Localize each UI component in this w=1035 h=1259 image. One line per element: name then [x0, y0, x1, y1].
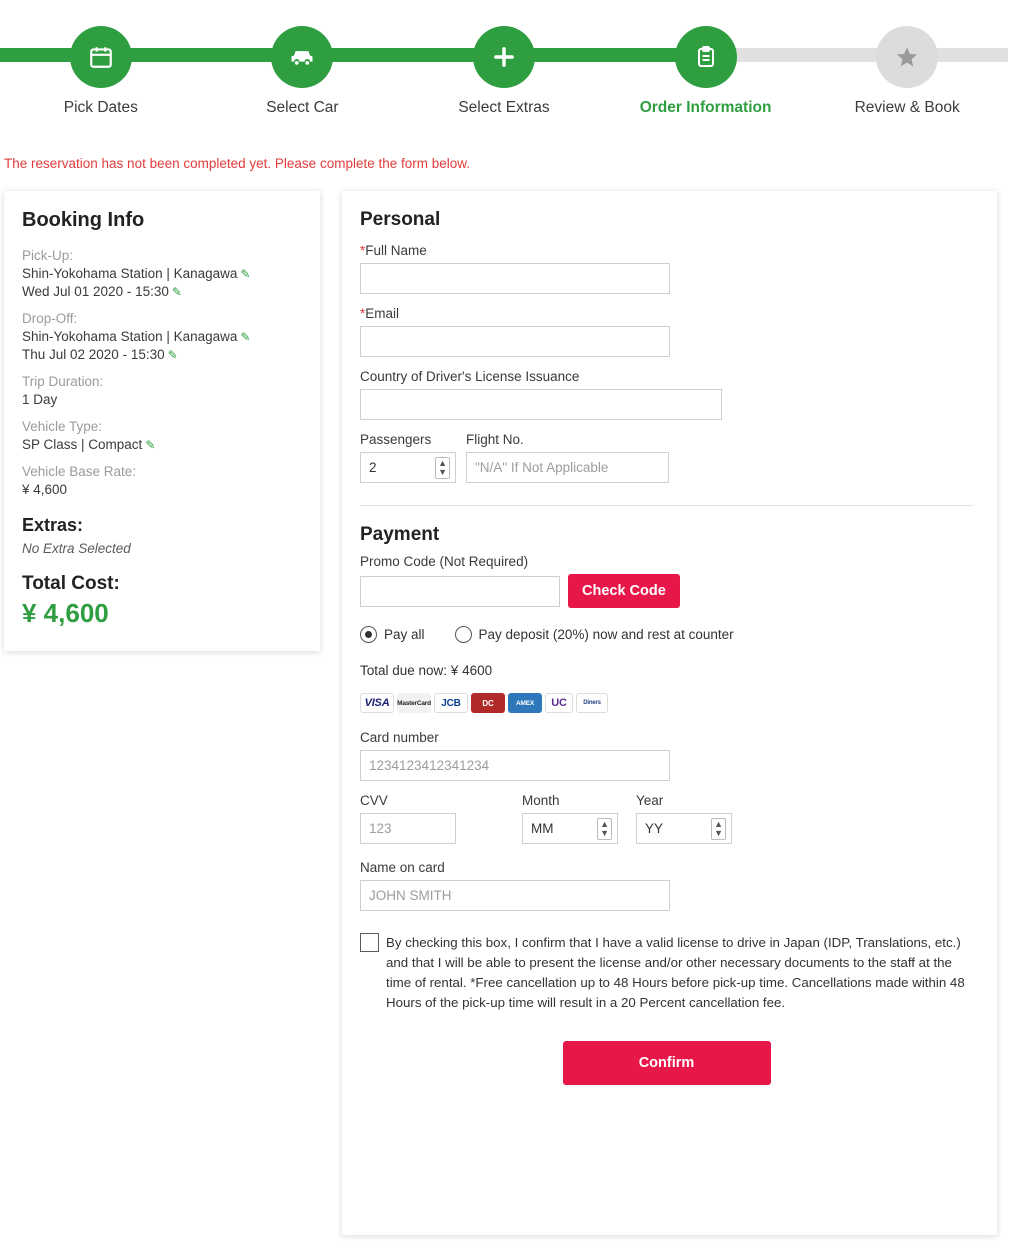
edit-icon[interactable]: ✎: [240, 267, 251, 281]
step-label: Order Information: [639, 99, 772, 116]
trip-duration-value: 1 Day: [22, 392, 58, 407]
dropoff-datetime: [22, 347, 302, 362]
step-select-car[interactable]: [202, 26, 404, 117]
email-input[interactable]: [360, 326, 670, 357]
base-rate-value: ¥ 4,600: [22, 482, 68, 497]
month-label: Month: [522, 793, 560, 808]
passengers-label: Passengers: [360, 432, 432, 447]
license-consent-checkbox[interactable]: [360, 933, 379, 952]
edit-icon[interactable]: ✎: [171, 285, 182, 299]
chevron-down-icon[interactable]: ▼: [438, 467, 447, 477]
confirm-button[interactable]: Confirm: [563, 1041, 771, 1085]
payment-option-group: [360, 626, 973, 643]
total-due-now: Total due now: ¥ 4600: [360, 663, 493, 678]
required-marker: *: [360, 306, 366, 321]
cvv-label: CVV: [360, 793, 388, 808]
car-icon: [271, 26, 333, 88]
license-country-input[interactable]: [360, 389, 722, 420]
pay-all-radio[interactable]: [360, 626, 377, 643]
passengers-stepper[interactable]: [435, 457, 450, 479]
section-divider: [360, 505, 973, 506]
name-on-card-input[interactable]: [360, 880, 670, 911]
pickup-location: [22, 266, 302, 281]
personal-section-title: Personal: [360, 209, 441, 230]
visa-icon: VISA: [360, 693, 394, 713]
step-label: Select Extras: [458, 99, 550, 116]
step-review-and-book[interactable]: [806, 26, 1008, 117]
vehicle-type-label: Vehicle Type:: [22, 419, 103, 434]
mastercard-icon: MasterCard: [397, 693, 431, 713]
step-label: Select Car: [266, 99, 339, 116]
order-form-panel: [342, 191, 997, 1235]
progress-stepper: [0, 0, 1035, 150]
payment-section-title: Payment: [360, 524, 440, 545]
clipboard-icon: [675, 26, 737, 88]
chevron-up-icon[interactable]: ▲: [438, 458, 447, 468]
year-label: Year: [636, 793, 664, 808]
amex-icon: AMEX: [508, 693, 542, 713]
required-marker: *: [360, 243, 366, 258]
dropoff-datetime-text: Thu Jul 02 2020 - 15:30: [22, 347, 165, 362]
chevron-up-icon[interactable]: ▲: [714, 819, 723, 829]
uc-card-icon: UC: [545, 693, 573, 713]
year-select-arrows[interactable]: [711, 818, 726, 840]
pickup-label: Pick-Up:: [22, 248, 74, 263]
jcb-icon: JCB: [434, 693, 468, 713]
chevron-down-icon[interactable]: ▼: [600, 828, 609, 838]
license-consent-text: By checking this box, I confirm that I have a valid license to drive in Japan (IDP, Translations, etc.) and that I will be able to present the license and/or other necessary documents to the staff at the time of rental. *Free cancellation up to 48 Hours before pick-up time. Cancellations made within 48 Hours of the pick-up time will result in a 20 Percent cancellation fee.: [386, 935, 965, 1010]
edit-icon[interactable]: ✎: [167, 348, 178, 362]
full-name-label: [360, 243, 973, 258]
step-label: Review & Book: [854, 99, 960, 116]
full-name-label-text: Full Name: [365, 243, 427, 258]
chevron-up-icon[interactable]: ▲: [600, 819, 609, 829]
name-on-card-label: Name on card: [360, 860, 445, 875]
dc-card-icon: DC: [471, 693, 505, 713]
card-number-label: Card number: [360, 730, 439, 745]
dropoff-location-text: Shin-Yokohama Station | Kanagawa: [22, 329, 238, 344]
booking-info-card: [4, 191, 320, 651]
dropoff-location: [22, 329, 302, 344]
pickup-datetime-text: Wed Jul 01 2020 - 15:30: [22, 284, 169, 299]
total-cost-label: Total Cost:: [22, 573, 120, 594]
chevron-down-icon[interactable]: ▼: [714, 828, 723, 838]
vehicle-type-value: [22, 437, 302, 452]
email-label-text: Email: [365, 306, 400, 321]
vehicle-type-text: SP Class | Compact: [22, 437, 143, 452]
accepted-cards: [360, 693, 973, 713]
diners-club-icon: Diners: [576, 693, 608, 713]
trip-duration-label: Trip Duration:: [22, 374, 104, 389]
consent-row: [360, 933, 973, 1013]
promo-code-label: Promo Code (Not Required): [360, 554, 529, 569]
flight-number-label: Flight No.: [466, 432, 524, 447]
dropoff-label: Drop-Off:: [22, 311, 78, 326]
email-label: [360, 306, 973, 321]
cvv-input[interactable]: [360, 813, 456, 844]
full-name-input[interactable]: [360, 263, 670, 294]
flight-number-input[interactable]: [466, 452, 669, 483]
pay-deposit-label[interactable]: Pay deposit (20%) now and rest at counter: [478, 627, 734, 642]
pay-all-label[interactable]: Pay all: [384, 627, 425, 642]
edit-icon[interactable]: ✎: [145, 438, 156, 452]
base-rate-label: Vehicle Base Rate:: [22, 464, 137, 479]
step-select-extras[interactable]: [403, 26, 605, 117]
promo-code-input[interactable]: [360, 576, 560, 607]
license-country-label: Country of Driver's License Issuance: [360, 369, 580, 384]
incomplete-reservation-warning: The reservation has not been completed yet. Please complete the form below.: [4, 156, 471, 171]
step-label: Pick Dates: [63, 99, 138, 116]
pickup-location-text: Shin-Yokohama Station | Kanagawa: [22, 266, 238, 281]
card-number-input[interactable]: [360, 750, 670, 781]
extras-label: Extras:: [22, 515, 84, 535]
pay-deposit-radio[interactable]: [455, 626, 472, 643]
booking-info-title: Booking Info: [22, 209, 145, 231]
edit-icon[interactable]: ✎: [240, 330, 251, 344]
step-order-information[interactable]: [605, 26, 807, 117]
month-select-arrows[interactable]: [597, 818, 612, 840]
pickup-datetime: [22, 284, 302, 299]
calendar-icon: [70, 26, 132, 88]
plus-icon: [473, 26, 535, 88]
step-pick-dates[interactable]: [0, 26, 202, 117]
star-icon: [876, 26, 938, 88]
extras-value: No Extra Selected: [22, 541, 131, 556]
total-cost-value: ¥ 4,600: [22, 598, 109, 628]
check-code-button[interactable]: Check Code: [568, 574, 680, 608]
